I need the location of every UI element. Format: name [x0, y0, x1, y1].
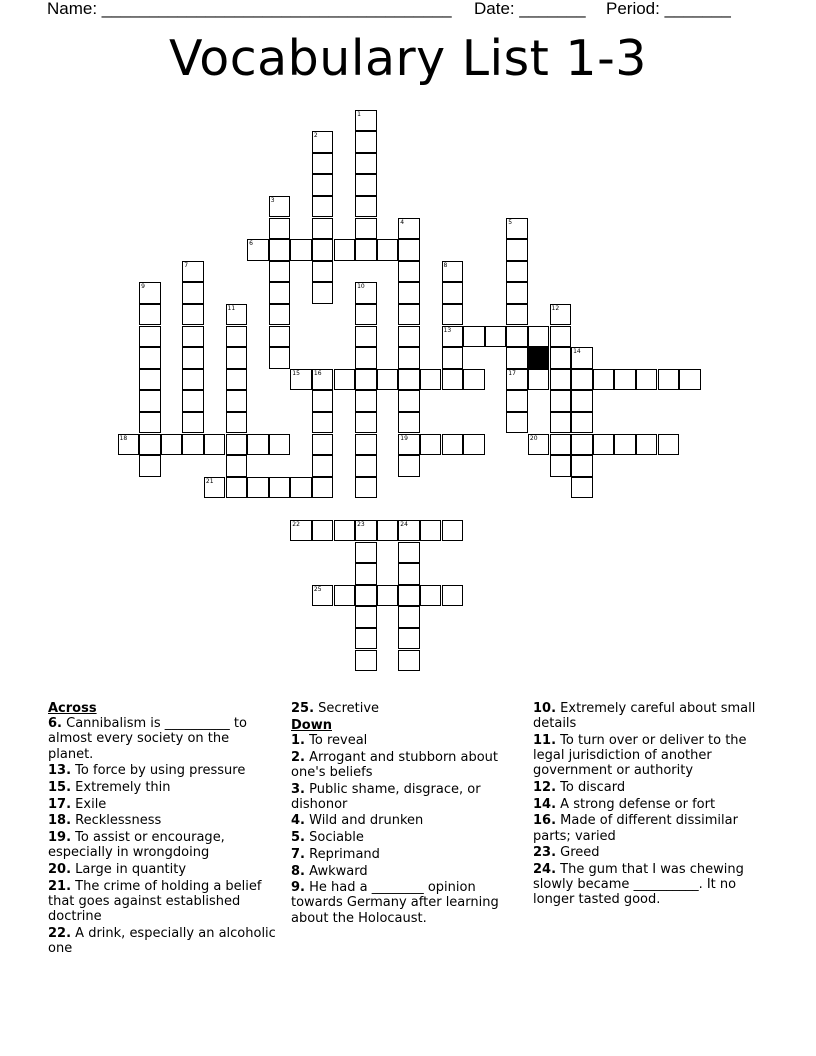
crossword-cell[interactable]	[290, 239, 312, 261]
crossword-cell[interactable]	[269, 477, 291, 499]
crossword-cell[interactable]	[420, 520, 442, 542]
crossword-cell[interactable]	[550, 304, 572, 326]
clue-text: A drink, especially an alcoholic one	[48, 925, 276, 957]
crossword-cell[interactable]	[442, 520, 464, 542]
crossword-cell[interactable]	[571, 455, 593, 477]
clue-number-label: 14	[573, 348, 581, 356]
crossword-cell[interactable]	[658, 434, 680, 456]
crossword-cell[interactable]	[442, 326, 464, 348]
crossword-cell[interactable]	[226, 434, 248, 456]
clue-number-label: 7	[184, 261, 189, 269]
clue-number-label: 1	[357, 110, 361, 118]
crossword-cell[interactable]	[247, 434, 269, 456]
crossword-cell[interactable]	[614, 369, 636, 391]
crossword-cell[interactable]	[614, 434, 636, 456]
crossword-cell[interactable]	[355, 477, 377, 499]
crossword-cell[interactable]	[312, 477, 334, 499]
crossword-cell[interactable]	[679, 369, 701, 391]
clue-across-13	[48, 763, 276, 778]
crossword-cell[interactable]	[226, 304, 248, 326]
crossword-cell[interactable]	[355, 628, 377, 650]
crossword-cell[interactable]	[139, 347, 161, 369]
crossword-cell[interactable]	[550, 326, 572, 348]
crossword-cell[interactable]	[377, 520, 399, 542]
clue-text: To reveal	[309, 732, 368, 748]
crossword-cell[interactable]	[139, 369, 161, 391]
clue-number: 8.	[291, 863, 305, 879]
crossword-cell[interactable]	[355, 131, 377, 153]
crossword-cell[interactable]	[398, 369, 420, 391]
clue-number-label: 22	[292, 520, 300, 528]
crossword-cell[interactable]	[398, 218, 420, 240]
crossword-cell[interactable]	[528, 326, 550, 348]
clue-across-18	[48, 813, 276, 828]
crossword-cell[interactable]	[226, 347, 248, 369]
clue-number: 23.	[533, 845, 557, 861]
clue-text: A strong defense or fort	[560, 796, 716, 812]
clue-text: Reprimand	[309, 846, 380, 862]
crossword-cell[interactable]	[442, 282, 464, 304]
crossword-cell[interactable]	[290, 520, 312, 542]
clue-number: 1.	[291, 732, 305, 748]
crossword-cell[interactable]	[463, 326, 485, 348]
crossword-cell[interactable]	[226, 455, 248, 477]
crossword-cell[interactable]	[182, 261, 204, 283]
clue-number: 12.	[533, 780, 557, 796]
clue-number: 2.	[291, 749, 305, 765]
crossword-cell[interactable]	[506, 369, 528, 391]
clue-number: 7.	[291, 846, 305, 862]
crossword-cell[interactable]	[377, 585, 399, 607]
clue-number-label: 15	[292, 369, 300, 377]
clue-across-15	[48, 780, 276, 795]
crossword-cell[interactable]	[506, 390, 528, 412]
clue-number-label: 19	[400, 434, 408, 442]
crossword-cell[interactable]	[550, 347, 572, 369]
clue-number-label: 13	[443, 326, 452, 334]
crossword-cell[interactable]	[571, 477, 593, 499]
crossword-cell[interactable]	[182, 326, 204, 348]
clue-down-2	[291, 750, 517, 780]
clue-number-label: 23	[357, 520, 365, 528]
crossword-cell[interactable]	[312, 261, 334, 283]
clue-across-20	[48, 862, 276, 877]
clue-down-4	[291, 813, 517, 828]
crossword-cell[interactable]	[118, 434, 140, 456]
crossword-cell[interactable]	[355, 153, 377, 175]
clue-number: 9.	[291, 880, 305, 896]
clue-text: The crime of holding a belief that goes against established doctrine	[48, 878, 262, 925]
crossword-cell[interactable]	[355, 239, 377, 261]
crossword-cell[interactable]	[139, 434, 161, 456]
clue-text: Cannibalism is __________ to almost every society on the planet.	[48, 716, 247, 762]
crossword-cell[interactable]	[139, 304, 161, 326]
period-field-label: Period: _______	[606, 0, 731, 18]
crossword-cell[interactable]	[182, 304, 204, 326]
crossword-cell[interactable]	[312, 585, 334, 607]
clue-text: Made of different dissimilar parts; varied	[533, 813, 738, 844]
crossword-cell[interactable]	[355, 650, 377, 672]
clue-number: 14.	[533, 796, 557, 812]
clue-across-19	[48, 830, 276, 860]
crossword-cell[interactable]	[355, 520, 377, 542]
crossword-cell[interactable]	[398, 542, 420, 564]
crossword-cell[interactable]	[355, 369, 377, 391]
crossword-cell[interactable]	[290, 477, 312, 499]
clue-down-7	[291, 847, 517, 862]
clue-across-6	[48, 716, 276, 762]
crossword-cell[interactable]	[398, 520, 420, 542]
crossword-cell[interactable]	[442, 585, 464, 607]
crossword-cell[interactable]	[204, 477, 226, 499]
crossword-cell[interactable]	[506, 304, 528, 326]
crossword-cell[interactable]	[182, 412, 204, 434]
crossword-cell[interactable]	[226, 477, 248, 499]
clue-down-5	[291, 830, 517, 845]
clue-down-24	[533, 862, 765, 908]
crossword-cell[interactable]	[139, 455, 161, 477]
clue-number-label: 4	[400, 218, 405, 226]
crossword-cell[interactable]	[593, 369, 615, 391]
crossword-cell[interactable]	[269, 239, 291, 261]
crossword-cell[interactable]	[355, 110, 377, 132]
clue-text: Recklessness	[75, 813, 162, 829]
clue-number: 6.	[48, 716, 62, 732]
clue-number-label: 16	[313, 369, 322, 377]
crossword-cell[interactable]	[571, 390, 593, 412]
clue-text: He had a ________ opinion towards Germany after learning about the Holocaust.	[291, 880, 499, 926]
crossword-cell[interactable]	[355, 563, 377, 585]
crossword-cell[interactable]	[398, 412, 420, 434]
clue-number-label: 25	[313, 585, 322, 593]
crossword-cell[interactable]	[226, 412, 248, 434]
crossword-cell[interactable]	[355, 542, 377, 564]
crossword-cell[interactable]	[398, 347, 420, 369]
crossword-cell[interactable]	[398, 563, 420, 585]
clue-number-label: 20	[529, 434, 538, 442]
clue-across-17	[48, 797, 276, 812]
down-heading: Down	[291, 717, 332, 733]
crossword-cell[interactable]	[506, 347, 528, 369]
clues-column-1	[48, 701, 276, 958]
crossword-cell[interactable]	[550, 369, 572, 391]
crossword-cell[interactable]	[636, 369, 658, 391]
crossword-cell[interactable]	[442, 304, 464, 326]
crossword-cell[interactable]	[398, 282, 420, 304]
clue-text: Large in quantity	[75, 862, 187, 878]
crossword-cell[interactable]	[420, 434, 442, 456]
clue-down-1	[291, 733, 517, 748]
clue-down-12	[533, 780, 765, 795]
clue-number-label: 18	[119, 434, 128, 442]
crossword-cell[interactable]	[312, 412, 334, 434]
crossword-cell[interactable]	[506, 412, 528, 434]
crossword-cell[interactable]	[398, 390, 420, 412]
clue-number: 20.	[48, 862, 72, 878]
clue-text: To force by using pressure	[75, 763, 246, 779]
crossword-cell[interactable]	[506, 282, 528, 304]
clue-number: 5.	[291, 830, 305, 846]
crossword-cell[interactable]	[226, 326, 248, 348]
crossword-cell[interactable]	[550, 390, 572, 412]
crossword-cell[interactable]	[658, 369, 680, 391]
crossword-cell[interactable]	[398, 239, 420, 261]
clue-number: 13.	[48, 763, 72, 779]
crossword-cell[interactable]	[269, 304, 291, 326]
clue-down-8	[291, 864, 517, 879]
crossword-cell[interactable]	[182, 369, 204, 391]
crossword-cell[interactable]	[355, 326, 377, 348]
clue-number-label: 9	[141, 283, 145, 291]
crossword-cell[interactable]	[334, 585, 356, 607]
crossword-cell[interactable]	[355, 434, 377, 456]
clues-column-3	[533, 701, 765, 909]
clue-text: To assist or encourage, especially in wrongdoing	[48, 830, 225, 861]
crossword-cell[interactable]	[334, 369, 356, 391]
clue-down-23	[533, 845, 765, 860]
crossword-cell[interactable]	[355, 174, 377, 196]
crossword-cell[interactable]	[355, 455, 377, 477]
crossword-cell[interactable]	[506, 218, 528, 240]
clue-number: 3.	[291, 781, 305, 797]
crossword-cell[interactable]	[442, 347, 464, 369]
crossword-cell[interactable]	[355, 347, 377, 369]
clue-text: The gum that I was chewing slowly became __________. It no longer tasted good.	[533, 862, 744, 908]
crossword-cell[interactable]	[420, 585, 442, 607]
crossword-cell[interactable]	[312, 520, 334, 542]
crossword-cell[interactable]	[269, 261, 291, 283]
crossword-cell[interactable]	[312, 434, 334, 456]
clue-down-3	[291, 782, 517, 812]
clue-text: Awkward	[309, 863, 368, 879]
date-field-label: Date: _______	[474, 0, 586, 18]
clue-number: 24.	[533, 862, 557, 878]
crossword-cell[interactable]	[398, 650, 420, 672]
crossword-cell[interactable]	[377, 239, 399, 261]
crossword-cell[interactable]	[463, 369, 485, 391]
crossword-cell[interactable]	[139, 282, 161, 304]
clue-text: Arrogant and stubborn about one's beliefs	[291, 749, 498, 780]
crossword-cell[interactable]	[442, 261, 464, 283]
crossword-cell[interactable]	[226, 390, 248, 412]
clue-number: 25.	[291, 701, 315, 716]
crossword-black-cell	[528, 347, 550, 369]
crossword-cell[interactable]	[247, 477, 269, 499]
crossword-cell[interactable]	[398, 455, 420, 477]
crossword-cell[interactable]	[312, 218, 334, 240]
clue-number-label: 10	[357, 283, 365, 291]
clue-number: 16.	[533, 813, 557, 829]
clue-number: 19.	[48, 830, 72, 846]
crossword-cell[interactable]	[139, 390, 161, 412]
crossword-cell[interactable]	[355, 606, 377, 628]
clues-column-2	[291, 701, 517, 927]
crossword-cell[interactable]	[506, 239, 528, 261]
crossword-cell[interactable]	[571, 412, 593, 434]
crossword-cell[interactable]	[269, 434, 291, 456]
clue-down-10	[533, 701, 765, 731]
crossword-cell[interactable]	[355, 282, 377, 304]
crossword-cell[interactable]	[269, 218, 291, 240]
crossword-cell[interactable]	[636, 434, 658, 456]
crossword-cell[interactable]	[269, 347, 291, 369]
clue-number-label: 5	[508, 218, 513, 226]
clue-number: 18.	[48, 813, 72, 829]
clue-number-label: 17	[508, 369, 516, 377]
crossword-cell[interactable]	[312, 174, 334, 196]
crossword-cell[interactable]	[550, 455, 572, 477]
clue-number-label: 6	[249, 240, 253, 248]
clue-across-21	[48, 879, 276, 925]
crossword-cell[interactable]	[398, 326, 420, 348]
crossword-cell[interactable]	[528, 369, 550, 391]
clue-number-label: 2	[313, 132, 318, 140]
crossword-cell[interactable]	[161, 434, 183, 456]
clue-text: Greed	[560, 845, 600, 861]
crossword-cell[interactable]	[269, 282, 291, 304]
clue-text: Extremely careful about small details	[533, 701, 756, 732]
crossword-cell[interactable]	[182, 390, 204, 412]
clue-number-label: 3	[270, 196, 275, 204]
crossword-cell[interactable]	[290, 369, 312, 391]
clue-number-label: 11	[227, 304, 236, 312]
clue-text: Wild and drunken	[309, 813, 424, 829]
crossword-cell[interactable]	[528, 434, 550, 456]
clue-number: 15.	[48, 780, 72, 796]
crossword-cell[interactable]	[312, 455, 334, 477]
crossword-cell[interactable]	[226, 369, 248, 391]
clue-down-16	[533, 813, 765, 843]
clue-number-label: 24	[400, 520, 408, 528]
clue-text: Public shame, disgrace, or dishonor	[291, 781, 481, 812]
crossword-cell[interactable]	[139, 412, 161, 434]
crossword-cell[interactable]	[442, 434, 464, 456]
crossword-cell[interactable]	[355, 412, 377, 434]
crossword-cell[interactable]	[550, 412, 572, 434]
crossword-cell[interactable]	[398, 304, 420, 326]
crossword-cell[interactable]	[463, 434, 485, 456]
clue-text: To discard	[560, 780, 626, 796]
crossword-cell[interactable]	[355, 585, 377, 607]
crossword-cell[interactable]	[442, 369, 464, 391]
crossword-cell[interactable]	[312, 390, 334, 412]
crossword-cell[interactable]	[355, 218, 377, 240]
crossword-cell[interactable]	[139, 326, 161, 348]
crossword-cell[interactable]	[182, 434, 204, 456]
crossword-cell[interactable]	[247, 239, 269, 261]
crossword-cell[interactable]	[571, 434, 593, 456]
crossword-cell[interactable]	[593, 434, 615, 456]
across-heading: Across	[48, 701, 97, 716]
crossword-cell[interactable]	[182, 347, 204, 369]
crossword-cell[interactable]	[312, 369, 334, 391]
clue-across-22	[48, 926, 276, 956]
crossword-cell[interactable]	[398, 585, 420, 607]
crossword-cell[interactable]	[312, 239, 334, 261]
crossword-cell[interactable]	[420, 369, 442, 391]
clue-across-25	[291, 701, 517, 716]
crossword-cell[interactable]	[355, 196, 377, 218]
crossword-cell[interactable]	[377, 369, 399, 391]
crossword-cell[interactable]	[398, 628, 420, 650]
crossword-cell[interactable]	[355, 390, 377, 412]
clue-number: 17.	[48, 796, 72, 812]
clue-number-label: 8	[443, 261, 448, 269]
crossword-cell[interactable]	[355, 304, 377, 326]
crossword-cell[interactable]	[182, 282, 204, 304]
crossword-cell[interactable]	[485, 326, 507, 348]
crossword-cell[interactable]	[550, 434, 572, 456]
clue-number-label: 21	[205, 477, 214, 485]
clue-number: 10.	[533, 701, 557, 716]
crossword-cell[interactable]	[398, 434, 420, 456]
clue-down-11	[533, 733, 765, 779]
crossword-cell[interactable]	[312, 131, 334, 153]
crossword-cell[interactable]	[204, 434, 226, 456]
clue-number: 4.	[291, 813, 305, 829]
clue-text: To turn over or deliver to the legal jurisdiction of another government or authority	[533, 732, 747, 779]
clue-number: 21.	[48, 878, 72, 894]
crossword-cell[interactable]	[312, 282, 334, 304]
crossword-cell[interactable]	[571, 347, 593, 369]
clue-down-14	[533, 797, 765, 812]
crossword-cell[interactable]	[506, 261, 528, 283]
clue-text: Secretive	[318, 701, 380, 716]
crossword-cell[interactable]	[571, 369, 593, 391]
clue-down-9	[291, 880, 517, 926]
crossword-cell[interactable]	[506, 326, 528, 348]
crossword-cell[interactable]	[269, 326, 291, 348]
crossword-cell[interactable]	[334, 520, 356, 542]
clue-number-label: 12	[551, 304, 560, 312]
crossword-cell[interactable]	[334, 239, 356, 261]
crossword-cell[interactable]	[312, 196, 334, 218]
clue-number: 11.	[533, 732, 557, 748]
clue-number: 22.	[48, 925, 72, 941]
crossword-cell[interactable]	[312, 153, 334, 175]
page-title: Vocabulary List 1-3	[169, 30, 647, 87]
clue-text: Sociable	[309, 830, 364, 846]
name-field-label: Name: _____________________________________	[47, 0, 452, 18]
crossword-cell[interactable]	[398, 606, 420, 628]
crossword-cell[interactable]	[269, 196, 291, 218]
crossword-cell[interactable]	[398, 261, 420, 283]
clue-text: Extremely thin	[75, 780, 171, 796]
clue-text: Exile	[75, 796, 107, 812]
